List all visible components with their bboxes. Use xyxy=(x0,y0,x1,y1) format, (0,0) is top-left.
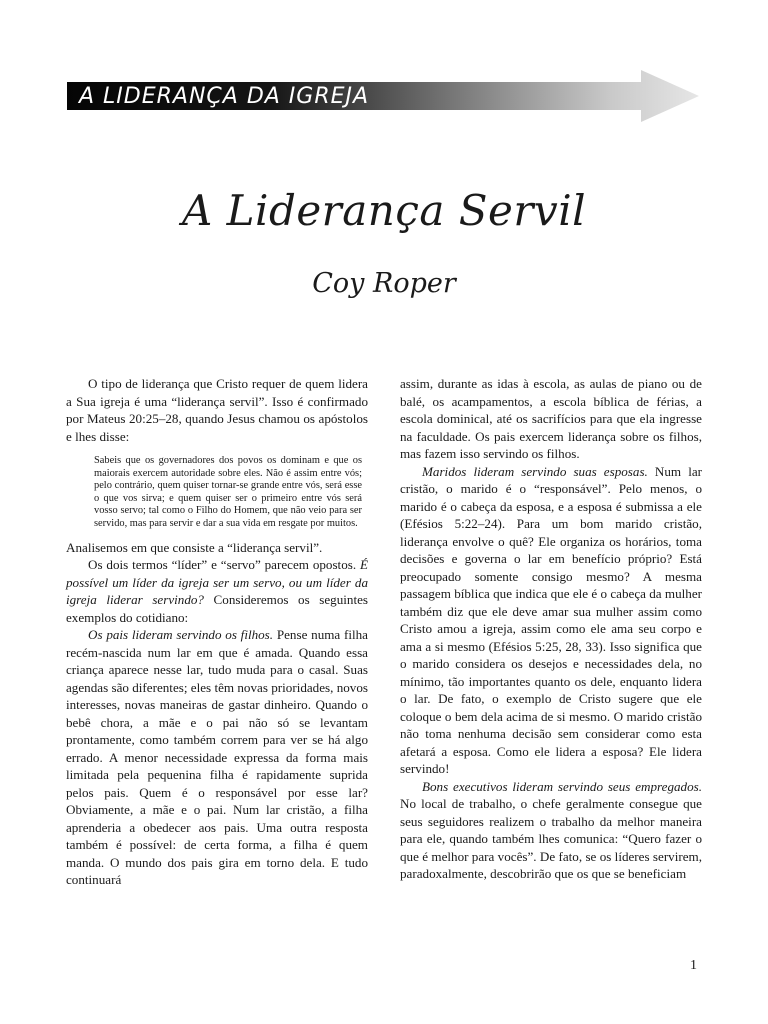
paragraph-text: Pense numa filha recém-nascida num lar em que é amada. Quando essa criança aparece nesse lar, tudo muda para o casal. Suas agendas são diferentes; eles têm novas prioridades, novos interesses, novas maneiras de gastar dinheiro. Quando o bebê chora, a mãe e o pai não só se levantam prontamente, como também correm para ver se há algo errado. A menor necessidade expressa da forma mais limitada pela pequenina filha é rapidamente suprida pelos pais. Quem é o responsável por esse lar? Obviamente, a mãe e o pai. Num lar cristão, a filha aprenderia a obedecer aos pais. Uma outra resposta também é possível: de certa forma, a filha é quem manda. O mundo dos pais gira em torno dela. E tudo continuará xyxy=(66,627,368,888)
paragraph-text: Os dois termos “líder” e “servo” parecem opostos. xyxy=(88,557,357,573)
paragraph-text: No local de trabalho, o chefe geralmente consegue que seus seguidores realizem o trabalho da melhor maneira para ele, quando também lhes comunica: “Quero fazer o que é melhor para vocês”. De fato, se os líderes servirem, paradoxalmente, descobrirão que os que se beneficiam xyxy=(400,796,702,881)
paragraph: O tipo de liderança que Cristo requer de quem lidera a Sua igreja é uma “liderança servil”. Isso é confirmado por Mateus 20:25–28, quando Jesus chamou os apóstolos e lhes disse: xyxy=(66,376,368,444)
paragraph: assim, durante as idas à escola, as aulas de piano ou de balé, os acampamentos, a escola bíblica de férias, a escola dominical, até os sacrifícios para que ela ingresse na faculdade. Os pais exercem liderança sobre os filhos, mas fazem isso servindo os filhos. xyxy=(400,376,702,461)
banner-title: A LIDERANÇA DA IGREJA xyxy=(79,84,370,109)
emphasis-text: Maridos lideram servindo suas esposas. xyxy=(422,463,648,479)
paragraph xyxy=(400,463,702,778)
scripture-quote: Sabeis que os governadores dos povos os dominam e que os maiorais exercem autoridade sobre eles. Não é assim entre vós; pelo contrário, quem quiser tornar-se grande entre vós, será esse o que vos sirva; e quem quiser ser o primeiro entre vós será vosso servo; tal como o Filho do Homem, que não veio para ser servido, mas para servir e dar a sua vida em resgate por muitos. xyxy=(94,455,362,529)
paragraph xyxy=(400,778,702,883)
paragraph xyxy=(66,556,368,626)
paragraph: Analisemos em que consiste a “liderança servil”. xyxy=(66,539,323,555)
right-column xyxy=(400,375,702,883)
paragraph-text: Num lar cristão, o marido é o “responsável”. Pelo menos, o marido é o cabeça da esposa, e a esposa é submissa a ele (Efésios 5:22–24). Para um bom marido cristão, liderança envolve o quê? Ele organiza os horários, toma decisões e governa o lar em benefício próprio? Está preocupado somente consigo mesmo? A mesma passagem bíblica que indica que ele é o cabeça da mulher também diz que ele deve amar sua mulher assim como Cristo amou a igreja, assim como ele ama seu corpo e ama a si mesmo (Efésios 5:25, 28, 33). Isso significa que o marido considera os desejos e necessidades dela, no mínimo, tão importantes quanto os dele, enquanto lidera o lar. De fato, o exemplo de Cristo sugere que ele coloque o bem dela acima de si mesmo. O marido cristão não toma nenhuma decisão sem considerar como esta afetará a esposa. Como ele lidera a esposa? Ele lidera servindo! xyxy=(400,463,702,776)
emphasis-text: Os pais lideram servindo os filhos. xyxy=(88,627,274,643)
article-title: A Liderança Servil xyxy=(181,186,587,235)
left-column xyxy=(66,375,368,889)
page-number: 1 xyxy=(690,958,697,973)
article-author: Coy Roper xyxy=(312,268,456,299)
paragraph xyxy=(66,626,368,889)
emphasis-text: É possível um líder da igreja ser um servo, ou um líder da igreja liderar servindo? xyxy=(66,557,368,608)
section-banner xyxy=(67,70,699,122)
paragraph-text: Consideremos os seguintes exemplos do cotidiano: xyxy=(66,592,368,625)
emphasis-text: Bons executivos lideram servindo seus empregados. xyxy=(422,778,702,794)
